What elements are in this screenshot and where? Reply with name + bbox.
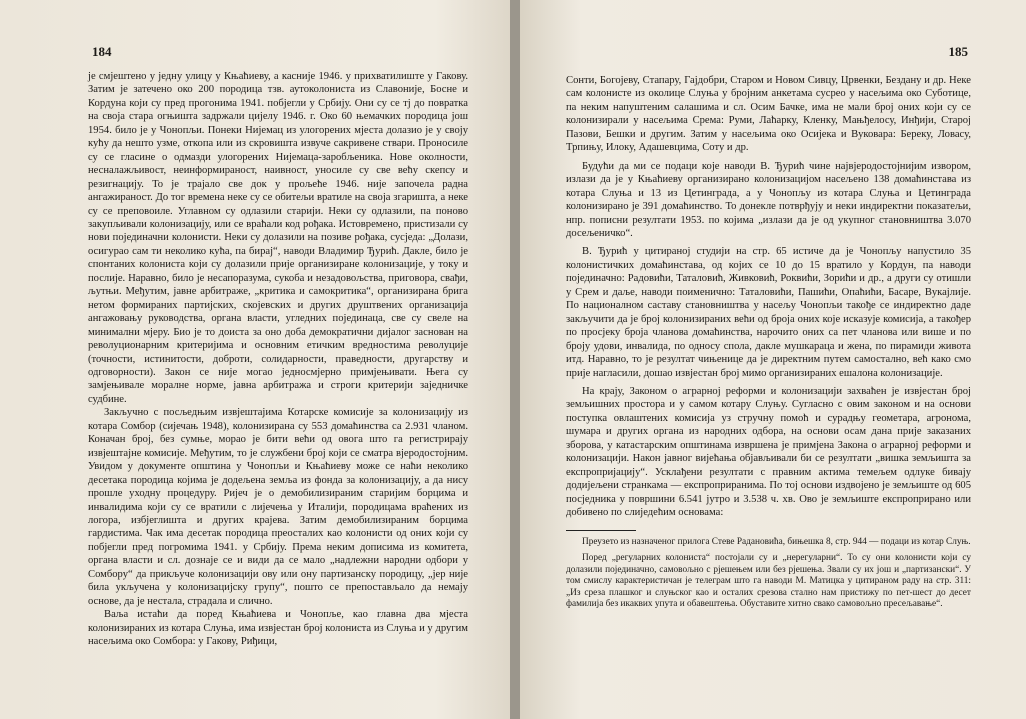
footnote: Поред „регуларних колониста“ постојали су и „нерегуларни“. То су они колонисти који су долазили појединачно, самовољно с рјешењем или без рјешења. Звали су их још и „партизански“. У том смислу карактеристичан је телеграм што га наводи М. Матицка у цитираном раду на стр. 311: „Из среза плашког и слуњског као и осталих срезова стално нам пристижу по пет-шест до десет фамилија без икаквих упута и обавештења. Обуставите хитно свако самовољно пресељавање“. [566, 553, 971, 610]
right-page [520, 0, 1026, 719]
paragraph: је смјештено у једну улицу у Књаћиеву, а касније 1946. у прихватилиште у Гакову. Затим је затечено око 200 породица тзв. аутоколониста из Славоније, Босне и Кордуна који су пред прогонима 1941. побјегли у Србију. Они су се тј до повратка на своја стара огњишта задржали цијелу 1946. г. Око 60 њемачких породица још 1954. било је у Чонопљи. Понеки Нијемац из улогорених мјеста долазио је у своју кућу да нешто узме, откопа или из скровишта извуче сакривене ствари. Проносиле су се гласине о одмазди улогорених Нијемаца-заробљеника. Нове околности, несналажљивост, неинформираност, наивност, уносиле су све већу скепсу и резигнацију. То је трајало све док у прољеће 1946. није започела радна ангажираност. До тог времена неке су се обитељи вратиле на своја згаришта, а неке су се преповоиле. Углавном су одлазили старији. Неки су одлазили, па поново закупљивали колонизацију, или се враћали код рођака. Истовремено, пристизали су нови појединачни колонисти. Неки су долазили на позиве рођака, сусједа: „Долази, осигурао сам ти неколико кућа, па бирај“, наводи Владимир Ђурић. Дакле, било је спонтаних колониста који су долазили прије организиране колонизације, у току и послије. Наравно, било је несапоразума, сукоба и незадовољства, приговора, свађи, љутњи. Међутим, јавне арбитраже, „критика и самокритика“, организирана бригa нетом формираних партијских, скојевских и других друштвених организација ангажовању руководства, органа власти, угледних појединаца, све су свеле на минимални мјеру. Био је то доиста за оно доба демократични дијалог заснован на револуционарним критеријима и основним етичким вредностима револуције (точности, истинитости, доброти, солидарности, праведности, другарству и одговорности). Закон се није могао једносмјерно примјењивати. Њега су замјењивале моралне норме, јавна арбитража и строги критерији заједничке судбине. [88, 71, 468, 405]
page-number: 185 [948, 44, 968, 59]
footnote-divider [566, 530, 636, 531]
footnotes [566, 537, 971, 612]
paragraph: В. Ђурић у цитираној студији на стр. 65 истиче да је Чонопљу напустило 35 колонистичких домаћинстава, од којих се 10 до 15 вратило у Кордун, па наводи појединачно: Радовићи, Таталовић, Живковић, Роквићи, Зорићи и др., а други су отишли у Срем и даље, наводи поименично: Таталовићи, Пашићи, Опаћићи, Басаре, Вукајлије. По националном саставу становништва у насељу Чонопљи такође се индиректно даде закључити да је број колонизираних већи од броја оних које исказује комисија, а такођер по просјеку броја чланова домаћинства, нарочито оних са пет чланова или више и по броју удови, инвалида, по односу спола, дакле мушкараца и жена, по пирамиди живота итд. Наравно, то је резултат чињенице да је директним путем самостално, већ како смо прије нагласили, дошао извјестан број мимо организираних ешалона колонизације. [566, 246, 971, 379]
left-page [0, 0, 512, 719]
page-body [88, 70, 468, 648]
paragraph: Закључно с посљедњим извјештајима Котарске комисије за колонизацију из котара Сомбор (сијечањ 1948), колонизирана су 553 домаћинства са 2.931 чланом. Коначан број, без сумње, морао је бити већи од овога што га регистрирају извјештајне комисије. Међутим, то је службени број који се сматра вјеродостојним. Увидом у документе општина у Чонопљи и Књаћиеву може се наћи неколико десетака породица којима је додељена земља из фонда за колонизацију, а да нису прошле уходну процедуру. Ријеч је о демобилизираним старијим борцима и инвалидима који су се вратили с лијечења у Италији, породицама враћених из логора, избјеглишта и других крајева. Затим демобилизираним борцима гардистима. Чак има десетак породица преосталих као колонисти од оних који су побјегли пред погромима 1941. у Србију. Према неким дописима из комитета, органа власти и сл. дознаје се и види да се мало „надлежни народни одбори у Сомбору“ да прикључе колонизацији ову или ону партизанску породицу, „јер није била укључена у колонизацијску групу“, пошто се препостављало да немају основе, да је нестала, страдала и слично. [88, 407, 468, 607]
paragraph: На крају, Законом о аграрној реформи и колонизацији захваћен је извјестан број земљишних простора и у самом котару Слуњу. Сугласно с овим законом и на основи поступка овлаштених комисија уз стручну помоћ и сурадњу геометара, агронома, шумара и других органа из народних одбора, на основи осам дана прије заказаних зборова, у катастарским општинама извршена је примјена Закона о аграрној реформи и колонизацији. Након јавног вијећања објављивали би се резултати „вишка земљишта за експропријацију“. Усклађени резултати с правним актима темељем одлуке бивају додијељени странкама — експроприранима. По тој основи издвојено је земљиште од 605 посједника у површини 6.541 јутро и 3.538 ч. хв. Ово је земљиште експроприрано или добивено по слиједећим основама: [566, 385, 971, 519]
page-body [566, 74, 971, 614]
page-number: 184 [92, 44, 112, 59]
footnote: Преузето из назначеног прилога Стеве Радановића, бињешка 8, стр. 944 — подаци из котар Слуњ. [582, 536, 971, 547]
paragraph: Будући да ми се подаци које наводи В. Ђурић чине највјеродостојнијим извором, излази да је у Књаћиеву организирано колонизацијом насељено 138 домаћинстава из котара Слуња и 13 из Цетинграда, а у Чонопљу из котара Слуња и Цетинграда колонизирано је 391 домаћинство. То донекле потврђују и неки индиректни показатељи, нпр. пописни резултати 1953. по којима „излази да је од укупног становништва 3.070 досељеничко“. [566, 160, 971, 239]
paragraph: Ваља истаћи да поред Књаћиева и Чонопље, као главна два мјеста колонизираних из котара Слуња, има извјестан број колониста из Слуња и у другим насељима око Сомбора: у Гакову, Риђици, [88, 609, 468, 648]
paragraph: Сонти, Богојеву, Стапару, Гајдобри, Старом и Новом Сивцу, Црвенки, Бездану и др. Неке сам колонисте из околице Слуња у бројним анкетама сусрео у насељима око Суботице, па неким напуштеним салашима и сл. Осим Бачке, има не мали број оних који су се колонизирали у насељима Срема: Руми, Лаћарку, Кленку, Мањђелосу, Инђији, Старој Пазови, Бешки и другим. Затим у насељима око Осијека и Вуковара: Береку, Ловасу, Трпињу, Илоку, Адашевцима, Соту и др. [566, 75, 971, 154]
